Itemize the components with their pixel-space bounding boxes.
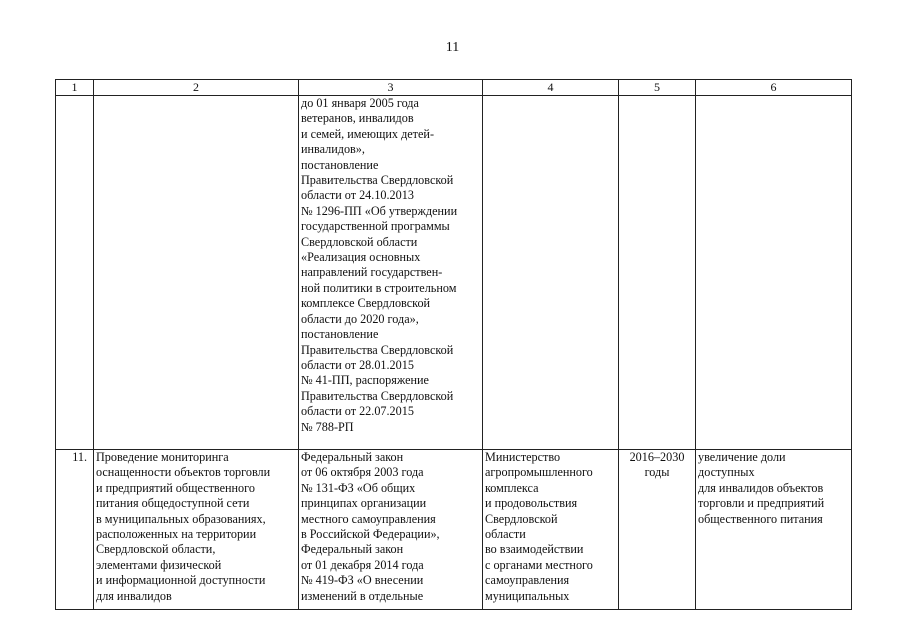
cont-col-4 [483,96,619,450]
header-col-1: 1 [56,80,94,96]
text-line: и продовольствия [485,496,578,511]
text-line: № 788-РП [301,419,354,434]
header-col-6: 6 [696,80,852,96]
text-line: для инвалидов [96,588,172,603]
header-col-4: 4 [483,80,619,96]
table-row-continuation [56,96,852,450]
text-line: Свердловской [485,511,558,526]
text-line: Свердловской области [301,234,418,249]
text-line: с органами местного [485,557,593,572]
text-line: № 131-ФЗ «Об общих [301,480,416,495]
text-line: ветеранов, инвалидов [301,111,414,126]
text-line: питания общедоступной сети [96,496,250,511]
text-line: Свердловской области, [96,542,216,557]
row-11-col-2 [94,450,299,610]
header-col-3: 3 [299,80,483,96]
text-line: самоуправления [485,573,570,588]
cont-col-3 [299,96,483,450]
row-11-col-5 [619,450,696,610]
text-line: муниципальных [485,588,570,603]
cont-col-2 [94,96,299,450]
text-line: агропромышленного [485,465,593,480]
text-line: торговли и предприятий [698,496,825,511]
text-line: Правительства Свердловской [301,342,454,357]
text-line: расположенных на территории [96,527,257,542]
text-line: от 01 декабря 2014 года [301,557,424,572]
text-line: № 419-ФЗ «О внесении [301,573,424,588]
text-line: годы [644,465,670,480]
text-line: Федеральный закон [301,450,404,464]
row-number: 11. [56,450,94,610]
text-line: области [485,527,526,542]
text-line: Федеральный закон [301,542,404,557]
header-row [56,80,852,96]
text-line: комплекса [485,480,539,495]
text-line: области от 24.10.2013 [301,188,414,203]
text-line: комплексе Свердловской [301,296,431,311]
text-line: во взаимодействии [485,542,584,557]
text-line: от 06 октября 2003 года [301,465,424,480]
text-line: и предприятий общественного [96,480,255,495]
text-line: в Российской Федерации», [301,527,440,542]
text-line: постановление [301,157,379,172]
text-line: области от 28.01.2015 [301,357,414,372]
text-line: государственной программы [301,219,450,234]
cont-col-1 [56,96,94,450]
text-line: увеличение доли [698,450,786,464]
text-line: Проведение мониторинга [96,450,229,464]
text-line: местного самоуправления [301,511,436,526]
text-line: направлений государствен- [301,265,443,280]
cont-col-6 [696,96,852,450]
text-line: области до 2020 года», [301,311,419,326]
text-line: инвалидов», [301,142,365,157]
text-line: элементами физической [96,557,222,572]
header-col-2: 2 [94,80,299,96]
table-row-11 [56,450,852,610]
text-line: и семей, имеющих детей- [301,126,434,141]
text-line: изменений в отдельные [301,588,424,603]
text-line: области от 22.07.2015 [301,404,414,419]
cont-col-5 [619,96,696,450]
text-line: «Реализация основных [301,250,421,265]
row-11-col-6 [696,450,852,610]
text-line: Министерство [485,450,561,464]
page-number: 11 [445,40,460,55]
row-11-col-4 [483,450,619,610]
text-line: 2016–2030 [629,450,685,464]
text-line: Правительства Свердловской [301,388,454,403]
text-line: в муниципальных образованиях, [96,511,266,526]
text-line: № 1296-ПП «Об утверждении [301,203,458,218]
text-line: ной политики в строительном [301,280,457,295]
text-line: оснащенности объектов торговли [96,465,271,480]
text-line: общественного питания [698,511,823,526]
row-11-col-3 [299,450,483,610]
text-line: до 01 января 2005 года [301,96,419,110]
text-line: доступных [698,465,755,480]
text-line: № 41-ПП, распоряжение [301,373,429,388]
text-line: Правительства Свердловской [301,173,454,188]
text-line: для инвалидов объектов [698,480,824,495]
text-line: постановление [301,327,379,342]
text-line: принципах организации [301,496,427,511]
document-table [55,79,852,610]
header-col-5: 5 [619,80,696,96]
text-line: и информационной доступности [96,573,266,588]
